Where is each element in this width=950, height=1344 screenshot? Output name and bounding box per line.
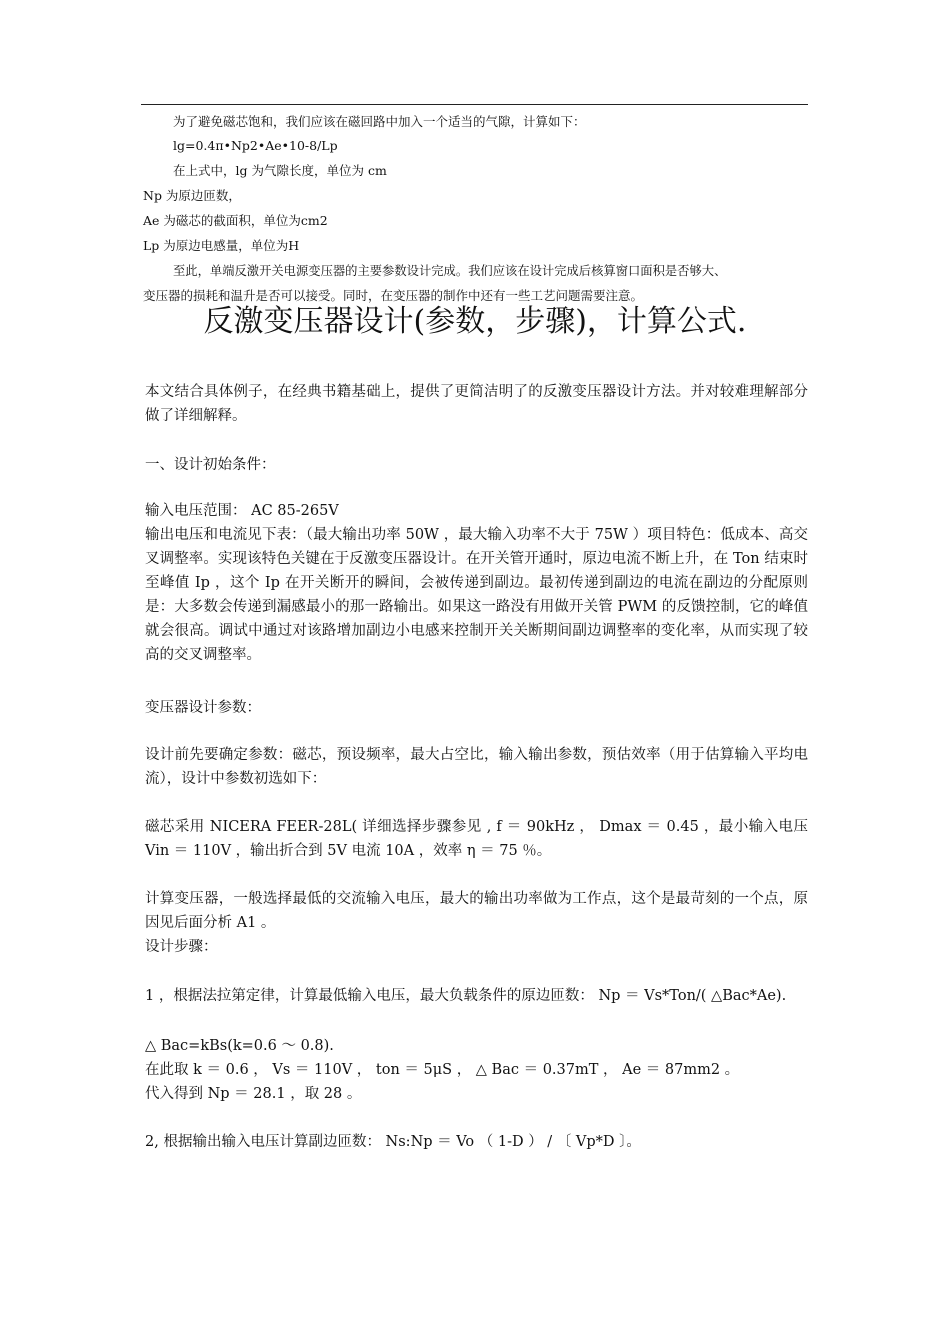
step1-paragraph: 1 ，根据法拉第定律，计算最低输入电压，最大负载条件的原边匝数： Np ＝ Vs*Ton/( △Bac*Ae).: [145, 988, 787, 1004]
header-rule: [141, 104, 808, 105]
text-line: 在上式中，lg 为气隙长度，单位为 cm: [173, 163, 387, 178]
text-line: 至此，单端反激开关电源变压器的主要参数设计完成。我们应该在设计完成后核算窗口面积是否够大、: [173, 264, 727, 278]
intro-paragraph: 本文结合具体例子，在经典书籍基础上，提供了更简洁明了的反激变压器设计方法。并对较难理解部分做了详细解释。: [145, 384, 808, 424]
step1-values: 在此取 k ＝ 0.6 ， Vs ＝ 110V ， ton ＝ 5μS ， △ Bac ＝ 0.37mT ， Ae ＝ 87mm2 。: [145, 1062, 740, 1078]
step2-paragraph: 2, 根据输出输入电压计算副边匝数： Ns:Np ＝ Vo （ 1-D ） / 〔 Vp*D 〕。: [145, 1134, 641, 1150]
core-paragraph: 磁芯采用 NICERA FEER-28L( 详细选择步骤参见 , f ＝ 90kHz ， Dmax ＝ 0.45 ，最小输入电压 Vin ＝ 110V ，输出折合到 5V 电流 10A ，效率 η ＝ 75 ％。: [145, 819, 808, 859]
input-range: 输入电压范围： AC 85-265V: [145, 503, 339, 519]
document-title: 反激变压器设计(参数，步骤)，计算公式.: [203, 304, 747, 339]
text-line: Np 为原边匝数，: [143, 188, 241, 203]
params-heading: 变压器设计参数：: [145, 700, 261, 716]
params-paragraph: 设计前先要确定参数：磁芯，预设频率，最大占空比，输入输出参数，预估效率（用于估算输入平均电流），设计中参数初选如下：: [145, 747, 808, 787]
calc-paragraph: 计算变压器，一般选择最低的交流输入电压，最大的输出功率做为工作点，这个是最苛刻的一个点，原因见后面分析 A1 。: [145, 891, 808, 931]
steps-heading: 设计步骤：: [145, 939, 218, 955]
text-line: 变压器的损耗和温升是否可以接受。同时，在变压器的制作中还有一些工艺问题需要注意。: [143, 288, 644, 303]
section-heading: 一、设计初始条件：: [145, 457, 276, 473]
text-line: Ae 为磁芯的截面积，单位为cm2: [143, 213, 328, 228]
text-line: Lp 为原边电感量，单位为H: [143, 238, 300, 253]
step1-result: 代入得到 Np ＝ 28.1 ，取 28 。: [145, 1086, 362, 1102]
text-line: 为了避免磁芯饱和，我们应该在磁回路中加入一个适当的气隙，计算如下：: [173, 114, 586, 129]
output-paragraph: 输出电压和电流见下表：（最大输出功率 50W ，最大输入功率不大于 75W ）项目特色：低成本、高交叉调整率。实现该特色关键在于反激变压器设计。在开关管开通时，原边电流不断上升，在 Ton 结束时至峰值 Ip ，这个 Ip 在开关断开的瞬间，会被传递到副边。最初传递到副边的电流在副边的分配原则是：大多数会传递到漏感最小的那一路输出。如果这一路没有用做开关管 PWM 的反馈控制，它的峰值就会很高。调试中通过对该路增加副边小电感来控制开关关断期间副边调整率的变化率，从而实现了较高的交叉调整率。: [145, 527, 808, 663]
formula-line: lg=0.4π•Np2•Ae•10-8/Lp: [173, 138, 338, 153]
step1-formula: △ Bac=kBs(k=0.6 ～ 0.8).: [145, 1038, 334, 1054]
